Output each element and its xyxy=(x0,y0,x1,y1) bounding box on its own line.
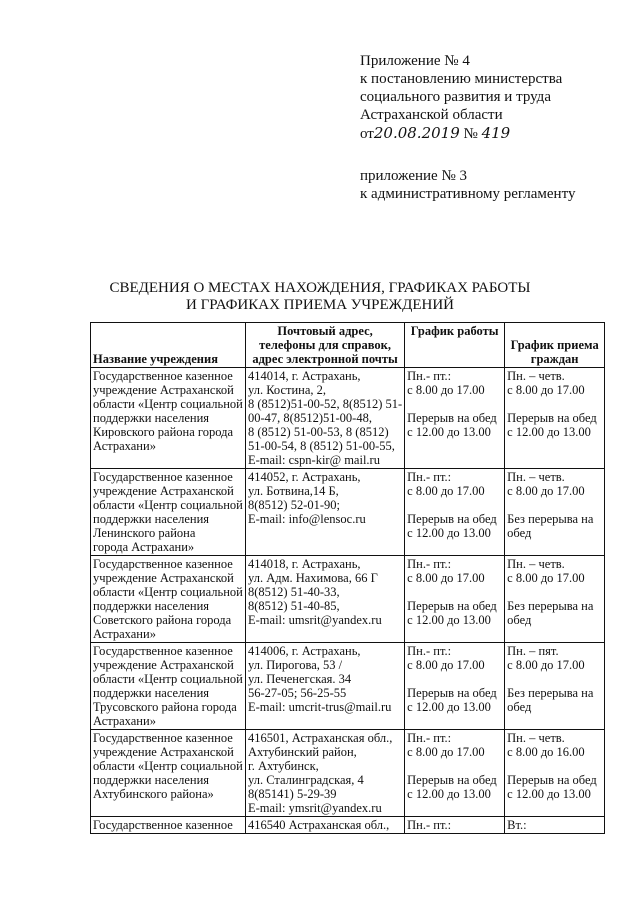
work-break-line: с 12.00 до 13.00 xyxy=(407,700,491,714)
address-line: 416540 Астраханская обл., xyxy=(248,818,390,832)
header-address xyxy=(246,323,405,368)
address-line: E-mail: umsrit@yandex.ru xyxy=(248,613,382,627)
cell-institution-name xyxy=(91,643,246,730)
number-prefix: № xyxy=(463,126,478,142)
institution-name-line: области «Центр социальной xyxy=(93,672,243,686)
date-prefix: от xyxy=(360,126,374,142)
appendix-header xyxy=(360,52,620,203)
work-schedule-line: с 8.00 до 17.00 xyxy=(407,484,485,498)
institutions-table xyxy=(90,322,605,834)
address-line: E-mail: info@lensoc.ru xyxy=(248,512,366,526)
cell-work-schedule xyxy=(405,730,505,817)
institution-name-line: Государственное казенное xyxy=(93,644,233,658)
work-schedule-line: с 8.00 до 17.00 xyxy=(407,383,485,397)
table-row xyxy=(91,469,605,556)
reception-schedule-line: с 8.00 до 16.00 xyxy=(507,745,585,759)
address-line: 8(8512) 51-40-85, xyxy=(248,599,340,613)
reception-schedule-line: Вт.: xyxy=(507,818,527,832)
table-row xyxy=(91,730,605,817)
work-break-line: с 12.00 до 13.00 xyxy=(407,787,491,801)
reception-break-line: Без перерыва на xyxy=(507,599,594,613)
work-schedule-line: Пн.- пт.: xyxy=(407,731,452,745)
reception-break-line: обед xyxy=(507,700,532,714)
work-break-line: с 12.00 до 13.00 xyxy=(407,613,491,627)
cell-work-schedule xyxy=(405,469,505,556)
address-line: ул. Пирогова, 53 / xyxy=(248,658,343,672)
address-line: 56-27-05; 56-25-55 xyxy=(248,686,347,700)
document-title-line: И ГРАФИКАХ ПРИЕМА УЧРЕЖДЕНИЙ xyxy=(186,297,454,313)
reception-schedule-line: с 8.00 до 17.00 xyxy=(507,383,585,397)
work-schedule-line: Пн.- пт.: xyxy=(407,557,452,571)
address-line: E-mail: umcrit-trus@mail.ru xyxy=(248,700,392,714)
cell-address xyxy=(246,730,405,817)
address-line: E-mail: cspn-kir@ mail.ru xyxy=(248,453,380,467)
header-address-line: телефоны для справок, xyxy=(259,338,391,352)
reception-schedule-line: Пн. – четв. xyxy=(507,557,565,571)
address-line: 51-00-54, 8 (8512) 51-00-55, xyxy=(248,439,395,453)
handwritten-date: 20.08.2019 xyxy=(373,124,460,142)
table-header-row xyxy=(91,323,605,368)
institution-name-line: Астрахани» xyxy=(93,627,156,641)
work-break-line: с 12.00 до 13.00 xyxy=(407,526,491,540)
work-schedule-line: с 8.00 до 17.00 xyxy=(407,658,485,672)
header-name: Название учреждения xyxy=(91,323,246,368)
cell-reception-schedule xyxy=(505,817,605,834)
institution-name-line: области «Центр социальной xyxy=(93,397,243,411)
institution-name-line: Ленинского района xyxy=(93,526,196,540)
work-schedule-line: с 8.00 до 17.00 xyxy=(407,571,485,585)
cell-work-schedule xyxy=(405,556,505,643)
institution-name-line: учреждение Астраханской xyxy=(93,383,234,397)
reception-break-line: Без перерыва на xyxy=(507,686,594,700)
work-break-line: Перерыв на обед xyxy=(407,411,497,425)
institution-name-line: Астрахани» xyxy=(93,439,156,453)
reception-schedule-line: Пн. – четв. xyxy=(507,731,565,745)
work-break-line: с 12.00 до 13.00 xyxy=(407,425,491,439)
reception-break-line: Перерыв на обед xyxy=(507,411,597,425)
work-schedule-line: Пн.- пт.: xyxy=(407,369,452,383)
appendix-ref-line: социального развития и труда xyxy=(360,89,551,105)
reception-break-line: Без перерыва на xyxy=(507,512,594,526)
cell-reception-schedule xyxy=(505,556,605,643)
cell-reception-schedule xyxy=(505,643,605,730)
work-schedule-line: Пн.- пт.: xyxy=(407,818,452,832)
cell-institution-name xyxy=(91,368,246,469)
address-line: ул. Адм. Нахимова, 66 Г xyxy=(248,571,378,585)
institution-name-line: Советского района города xyxy=(93,613,232,627)
header-reception-line: График приема xyxy=(510,338,599,352)
cell-work-schedule xyxy=(405,643,505,730)
address-line: 8 (8512)51-00-52, 8(8512) 51- xyxy=(248,397,403,411)
work-schedule-line: с 8.00 до 17.00 xyxy=(407,745,485,759)
institution-name-line: поддержки населения xyxy=(93,512,210,526)
header-reception-schedule xyxy=(505,323,605,368)
address-line: 8(8512) 52-01-90; xyxy=(248,498,340,512)
institution-name-line: учреждение Астраханской xyxy=(93,484,234,498)
regulation-appendix-ref: к административному регламенту xyxy=(360,186,576,202)
address-line: ул. Печенегская. 34 xyxy=(248,672,352,686)
document-title-line: СВЕДЕНИЯ О МЕСТАХ НАХОЖДЕНИЯ, ГРАФИКАХ РАБОТЫ xyxy=(109,280,531,296)
cell-reception-schedule xyxy=(505,368,605,469)
institution-name-line: Государственное казенное xyxy=(93,731,233,745)
institution-name-line: поддержки населения xyxy=(93,411,210,425)
header-address-line: адрес электронной почты xyxy=(252,352,398,366)
institution-name-line: области «Центр социальной xyxy=(93,759,243,773)
address-line: ул. Сталинградская, 4 xyxy=(248,773,364,787)
institution-name-line: Государственное казенное xyxy=(93,369,233,383)
reception-schedule-line: Пн. – пят. xyxy=(507,644,559,658)
address-line: ул. Костина, 2, xyxy=(248,383,327,397)
institution-name-line: поддержки населения xyxy=(93,773,210,787)
institution-name-line: Кировского района города xyxy=(93,425,233,439)
reception-schedule-line: с 8.00 до 17.00 xyxy=(507,571,585,585)
reception-schedule-line: Пн. – четв. xyxy=(507,369,565,383)
cell-reception-schedule xyxy=(505,730,605,817)
institution-name-line: учреждение Астраханской xyxy=(93,658,234,672)
reception-break-line: с 12.00 до 13.00 xyxy=(507,425,591,439)
header-reception-line: граждан xyxy=(530,352,579,366)
cell-institution-name xyxy=(91,730,246,817)
appendix-ref-line: Астраханской области xyxy=(360,107,503,123)
institution-name-line: Трусовского района города xyxy=(93,700,237,714)
work-schedule-line: Пн.- пт.: xyxy=(407,470,452,484)
reception-break-line: обед xyxy=(507,526,532,540)
header-address-line: Почтовый адрес, xyxy=(277,324,373,338)
address-line: Ахтубинский район, xyxy=(248,745,357,759)
work-break-line: Перерыв на обед xyxy=(407,599,497,613)
address-line: г. Ахтубинск, xyxy=(248,759,319,773)
institution-name-line: области «Центр социальной xyxy=(93,498,243,512)
cell-institution-name xyxy=(91,817,246,834)
reception-schedule-line: Пн. – четв. xyxy=(507,470,565,484)
work-break-line: Перерыв на обед xyxy=(407,686,497,700)
address-line: 8 (8512) 51-00-53, 8 (8512) xyxy=(248,425,389,439)
address-line: 00-47, 8(8512)51-00-48, xyxy=(248,411,372,425)
appendix-ref-line: к постановлению министерства xyxy=(360,71,563,87)
cell-reception-schedule xyxy=(505,469,605,556)
institution-name-line: Государственное казенное xyxy=(93,818,233,832)
handwritten-number: 419 xyxy=(481,124,511,142)
cell-institution-name xyxy=(91,556,246,643)
address-line: ул. Ботвина,14 Б, xyxy=(248,484,339,498)
work-break-line: Перерыв на обед xyxy=(407,773,497,787)
cell-address xyxy=(246,817,405,834)
work-break-line: Перерыв на обед xyxy=(407,512,497,526)
cell-address xyxy=(246,469,405,556)
work-schedule-line: Пн.- пт.: xyxy=(407,644,452,658)
cell-work-schedule xyxy=(405,368,505,469)
institution-name-line: учреждение Астраханской xyxy=(93,745,234,759)
institution-name-line: поддержки населения xyxy=(93,686,210,700)
institution-name-line: области «Центр социальной xyxy=(93,585,243,599)
address-line: 8(85141) 5-29-39 xyxy=(248,787,337,801)
table-row xyxy=(91,643,605,730)
header-work-schedule: График работы xyxy=(405,323,505,368)
institution-name-line: Астрахани» xyxy=(93,714,156,728)
address-line: 414052, г. Астрахань, xyxy=(248,470,361,484)
table-row xyxy=(91,368,605,469)
decree-date-line xyxy=(360,124,620,143)
cell-work-schedule xyxy=(405,817,505,834)
address-line: 414014, г. Астрахань, xyxy=(248,369,361,383)
institution-name-line: Государственное казенное xyxy=(93,557,233,571)
cell-address xyxy=(246,643,405,730)
reception-break-line: с 12.00 до 13.00 xyxy=(507,787,591,801)
reception-break-line: обед xyxy=(507,613,532,627)
cell-institution-name xyxy=(91,469,246,556)
institution-name-line: Государственное казенное xyxy=(93,470,233,484)
address-line: 416501, Астраханская обл., xyxy=(248,731,393,745)
institution-name-line: поддержки населения xyxy=(93,599,210,613)
table-row xyxy=(91,556,605,643)
regulation-appendix-title: приложение № 3 xyxy=(360,168,468,184)
reception-schedule-line: с 8.00 до 17.00 xyxy=(507,658,585,672)
address-line: 8(8512) 51-40-33, xyxy=(248,585,340,599)
institution-name-line: учреждение Астраханской xyxy=(93,571,234,585)
institution-name-line: Ахтубинского района» xyxy=(93,787,214,801)
institution-name-line: города Астрахани» xyxy=(93,540,195,554)
table-row xyxy=(91,817,605,834)
reception-schedule-line: с 8.00 до 17.00 xyxy=(507,484,585,498)
cell-address xyxy=(246,368,405,469)
address-line: E-mail: ymsrit@yandex.ru xyxy=(248,801,382,815)
address-line: 414006, г. Астрахань, xyxy=(248,644,361,658)
document-title xyxy=(0,280,640,314)
reception-break-line: Перерыв на обед xyxy=(507,773,597,787)
cell-address xyxy=(246,556,405,643)
appendix-title: Приложение № 4 xyxy=(360,53,470,69)
address-line: 414018, г. Астрахань, xyxy=(248,557,361,571)
